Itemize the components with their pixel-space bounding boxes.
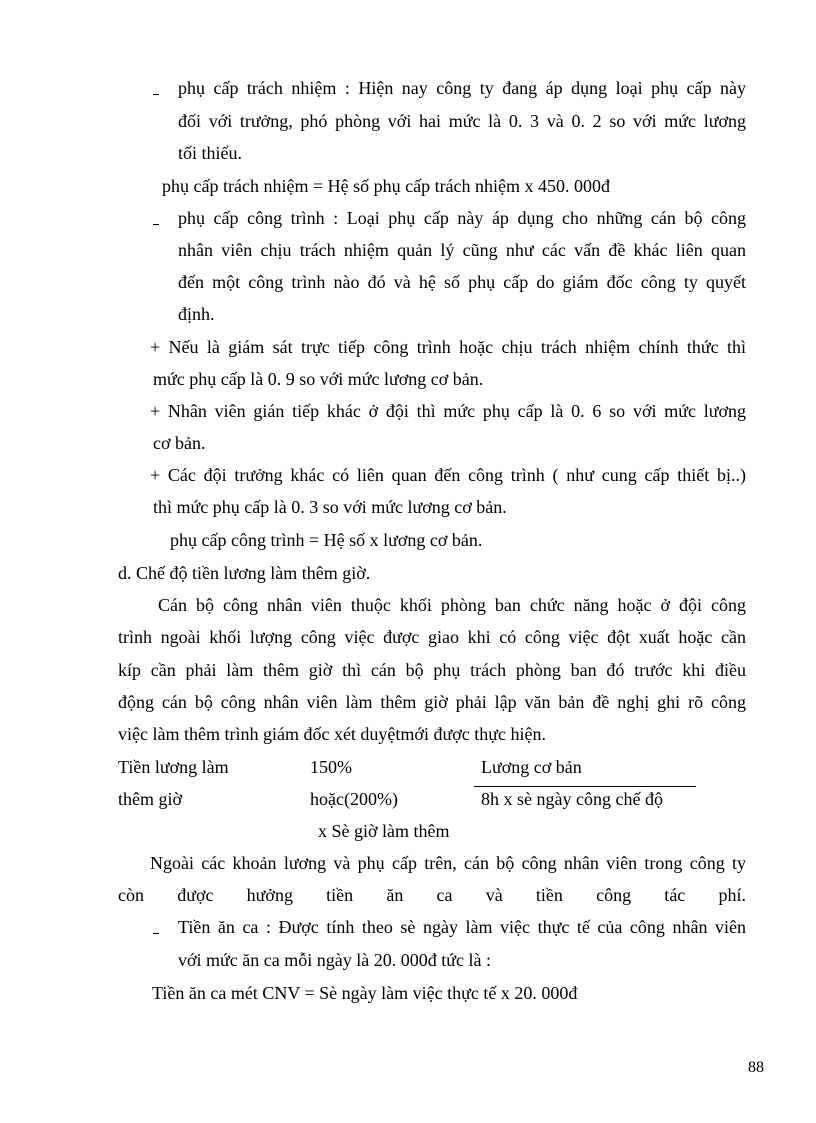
formula-line: Tiền ăn ca mét CNV = Sè ngày làm việc thực tế x 20. 000đ [152, 983, 578, 1003]
formula-denominator: 8h x sè ngày công chế độ [481, 789, 663, 809]
paragraph-line: kíp cần phải làm thêm giờ thì cán bộ phụ trách phòng ban đó trước khi điều [118, 660, 746, 680]
bullet-dash-icon [153, 933, 159, 934]
formula-rate: 150% [310, 757, 352, 777]
paragraph-line: còn được hưởng tiền ăn ca và tiền công tác phí. [118, 885, 746, 905]
paragraph-line: trình ngoài khối lượng công việc được giao khi có công việc đột xuất hoặc cần [118, 627, 746, 647]
paragraph-line: định. [178, 304, 215, 324]
page-number: 88 [748, 1059, 764, 1076]
paragraph-line: tối thiểu. [178, 143, 242, 163]
paragraph-line: đến một công trình nào đó và hệ số phụ cấp do giám đốc công ty quyết [178, 272, 746, 292]
bullet-dash-icon [153, 94, 159, 95]
paragraph-line: việc làm thêm trình giám đốc xét duyệtmới được thực hiện. [118, 724, 546, 744]
paragraph-line: + Nhân viên gián tiếp khác ở đội thì mức phụ cấp là 0. 6 so với mức lương [150, 401, 746, 421]
paragraph-line: Tiền ăn ca : Được tính theo sè ngày làm việc thực tế của công nhân viên [178, 917, 746, 937]
section-heading: d. Chế độ tiền lương làm thêm giờ. [118, 563, 371, 583]
bullet-dash-icon [153, 224, 159, 225]
paragraph-line: phụ cấp công trình : Loại phụ cấp này áp dụng cho những cán bộ công [178, 208, 746, 228]
paragraph-line: động cán bộ công nhân viên làm thêm giờ phải lập văn bản đề nghị ghi rõ công [118, 692, 746, 712]
formula-line: phụ cấp công trình = Hệ số x lương cơ bản. [170, 530, 483, 550]
formula-label: thêm giờ [118, 789, 183, 809]
paragraph-line: nhân viên chịu trách nhiệm quản lý cũng như các vấn đề khác liên quan [178, 240, 746, 260]
paragraph-line: + Nếu là giám sát trực tiếp công trình hoặc chịu trách nhiệm chính thức thì [150, 337, 746, 357]
paragraph-line: Ngoài các khoản lương và phụ cấp trên, cán bộ công nhân viên trong công ty [150, 853, 746, 873]
paragraph-line: mức phụ cấp là 0. 9 so với mức lương cơ bản. [153, 369, 484, 389]
formula-line: phụ cấp trách nhiệm = Hệ số phụ cấp trách nhiệm x 450. 000đ [162, 176, 611, 196]
formula-multiplier: x Sè giờ làm thêm [318, 821, 450, 841]
paragraph-line: cơ bản. [153, 433, 206, 453]
formula-label: Tiền lương làm [118, 757, 229, 777]
formula-numerator: Lương cơ bản [481, 757, 582, 777]
paragraph-line: thì mức phụ cấp là 0. 3 so với mức lương cơ bản. [153, 497, 507, 517]
fraction-bar [474, 786, 696, 787]
paragraph-line: phụ cấp trách nhiệm : Hiện nay công ty đang áp dụng loại phụ cấp này [178, 78, 746, 98]
paragraph-line: đối với trưởng, phó phòng với hai mức là 0. 3 và 0. 2 so với mức lương [178, 111, 746, 131]
paragraph-line: với mức ăn ca mỗi ngày là 20. 000đ tức là : [178, 950, 491, 970]
formula-rate: hoặc(200%) [310, 789, 398, 809]
paragraph-line: Cán bộ công nhân viên thuộc khối phòng ban chức năng hoặc ở đội công [158, 595, 746, 615]
paragraph-line: + Các đội trưởng khác có liên quan đến công trình ( như cung cấp thiết bị..) [150, 465, 746, 485]
